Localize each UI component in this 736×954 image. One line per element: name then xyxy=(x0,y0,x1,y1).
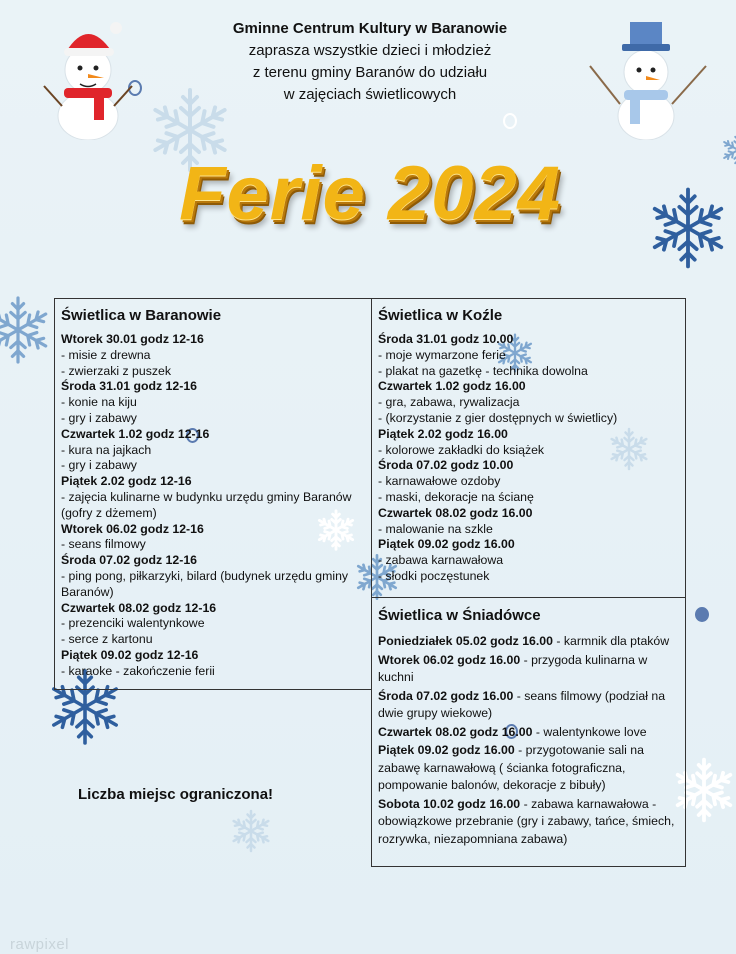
ring-decoration xyxy=(503,113,517,129)
schedule-day: Piątek 09.02 godz 12-16 xyxy=(61,647,199,662)
schedule-entry xyxy=(378,742,679,795)
schedule-kozle xyxy=(371,298,686,598)
activity-item: - karmnik dla ptaków xyxy=(552,634,670,648)
activity-item: - prezenciki walentynkowe xyxy=(61,616,205,631)
watermark: rawpixel xyxy=(10,936,70,953)
activity-item: - gra, zabawa, rywalizacja xyxy=(378,395,520,410)
header-line: zaprasza wszystkie dzieci i młodzież xyxy=(248,42,492,59)
schedule-entry xyxy=(378,724,679,742)
activity-item: - malowanie na szkle xyxy=(378,521,493,536)
snowflake-icon xyxy=(0,290,58,370)
activity-item: - zwierzaki z puszek xyxy=(61,363,172,378)
schedule-sniadowka xyxy=(371,597,686,867)
schedule-list xyxy=(378,633,679,848)
activity-item: - plakat na gazetkę - technika dowolna xyxy=(378,363,588,378)
activity-item: - konie na kiju xyxy=(61,395,137,410)
activity-item: - maski, dekoracje na ścianę xyxy=(378,489,534,504)
activity-item: - zabawa karnawałowa - obowiązkowe przebranie (gry i zabawy, tańce, śmiech, rozrywka, niezapomniana zabawa) xyxy=(378,796,675,846)
activity-item: - przygoda kulinarna w kuchni xyxy=(378,652,648,684)
schedule-day: Czwartek 08.02 godz 16.00 xyxy=(378,724,533,739)
schedule-entry xyxy=(378,652,679,687)
schedule-day: Środa 31.01 godz 10.00 xyxy=(378,332,514,346)
schedule-entry xyxy=(378,796,679,849)
schedule-day: Wtorek 06.02 godz 16.00 xyxy=(378,652,521,667)
schedule-day: Sobota 10.02 godz 16.00 xyxy=(378,796,521,811)
schedule-entry xyxy=(378,633,679,651)
schedule-day: Piątek 2.02 godz 16.00 xyxy=(378,426,508,441)
schedule-day: Piątek 2.02 godz 12-16 xyxy=(61,474,192,489)
schedule-day: Środa 07.02 godz 10.00 xyxy=(378,458,514,473)
organizer-name: Gminne Centrum Kultury w Baranowie xyxy=(232,20,508,37)
schedule-day: Czwartek 08.02 godz 16.00 xyxy=(378,505,533,520)
snowman-left-icon xyxy=(40,14,136,140)
header-line: w zajęciach świetlicowych xyxy=(283,86,457,103)
section-heading: Świetlica w Śniadówce xyxy=(378,607,541,624)
activity-item: - kura na jajkach xyxy=(61,442,152,457)
schedule-day: Środa 31.01 godz 12-16 xyxy=(61,379,198,394)
activity-item: - gry i zabawy xyxy=(61,410,137,425)
dot-decoration xyxy=(695,607,709,622)
activity-item: - moje wymarzone ferie xyxy=(378,347,506,362)
limited-places-note: Liczba miejsc ograniczona! xyxy=(78,786,274,803)
activity-item: - seans filmowy xyxy=(61,537,146,552)
activity-item: - (korzystanie z gier dostępnych w świetlicy) xyxy=(378,410,618,425)
schedule-day: Środa 07.02 godz 12-16 xyxy=(61,553,198,568)
activity-item: - zajęcia kulinarne w budynku urzędu gminy Baranów (gofry z dżemem) xyxy=(61,489,352,520)
schedule-list xyxy=(61,332,365,680)
activity-item: - walentynkowe love xyxy=(532,724,647,739)
schedule-day: Wtorek 30.01 godz 12-16 xyxy=(61,332,204,346)
snowflake-icon xyxy=(226,806,276,856)
activity-item: - kolorowe zakładki do książek xyxy=(378,442,545,457)
activity-item: - przygotowanie sali na zabawę karnawałową ( ścianka fotograficzna, pompowanie balonów, dekoracje z bibuły) xyxy=(378,743,644,792)
activity-item: - misie z drewna xyxy=(61,347,151,362)
activity-item: - słodki poczęstunek xyxy=(378,568,490,583)
schedule-entry xyxy=(378,688,679,723)
activity-item: - serce z kartonu xyxy=(61,632,153,647)
schedule-day: Czwartek 1.02 godz 12-16 xyxy=(61,426,210,441)
activity-item: - karnawałowe ozdoby xyxy=(378,474,501,489)
header-line: z terenu gminy Baranów do udziału xyxy=(252,64,488,81)
schedule-day: Czwartek 08.02 godz 12-16 xyxy=(61,600,217,615)
section-heading: Świetlica w Baranowie xyxy=(61,307,222,324)
schedule-day: Czwartek 1.02 godz 16.00 xyxy=(378,379,526,394)
snowman-right-icon xyxy=(582,14,712,140)
schedule-day: Piątek 09.02 godz 16.00 xyxy=(378,537,515,552)
schedule-day: Środa 07.02 godz 16.00 xyxy=(378,688,514,703)
snowflake-icon xyxy=(718,130,736,170)
schedule-day: Poniedziałek 05.02 godz 16.00 xyxy=(378,634,553,648)
section-heading: Świetlica w Koźle xyxy=(378,307,503,324)
schedule-list xyxy=(378,332,679,585)
header xyxy=(170,18,570,106)
activity-item: - gry i zabawy xyxy=(61,458,137,473)
activity-item: - ping pong, piłkarzyki, bilard (budynek urzędu gminy Baranów) xyxy=(61,568,349,599)
schedule-day: Piątek 09.02 godz 16.00 xyxy=(378,743,515,757)
activity-item: - zabawa karnawałowa xyxy=(378,553,504,568)
activity-item: - seans filmowy (podział na dwie grupy wiekowe) xyxy=(378,688,666,720)
schedule-day: Wtorek 06.02 godz 12-16 xyxy=(61,521,204,536)
snowflake-icon xyxy=(640,180,736,276)
activity-item: - karaoke - zakończenie ferii xyxy=(61,663,215,678)
schedule-baranow xyxy=(54,298,372,690)
page-title: Ferie 2024 xyxy=(179,151,561,236)
